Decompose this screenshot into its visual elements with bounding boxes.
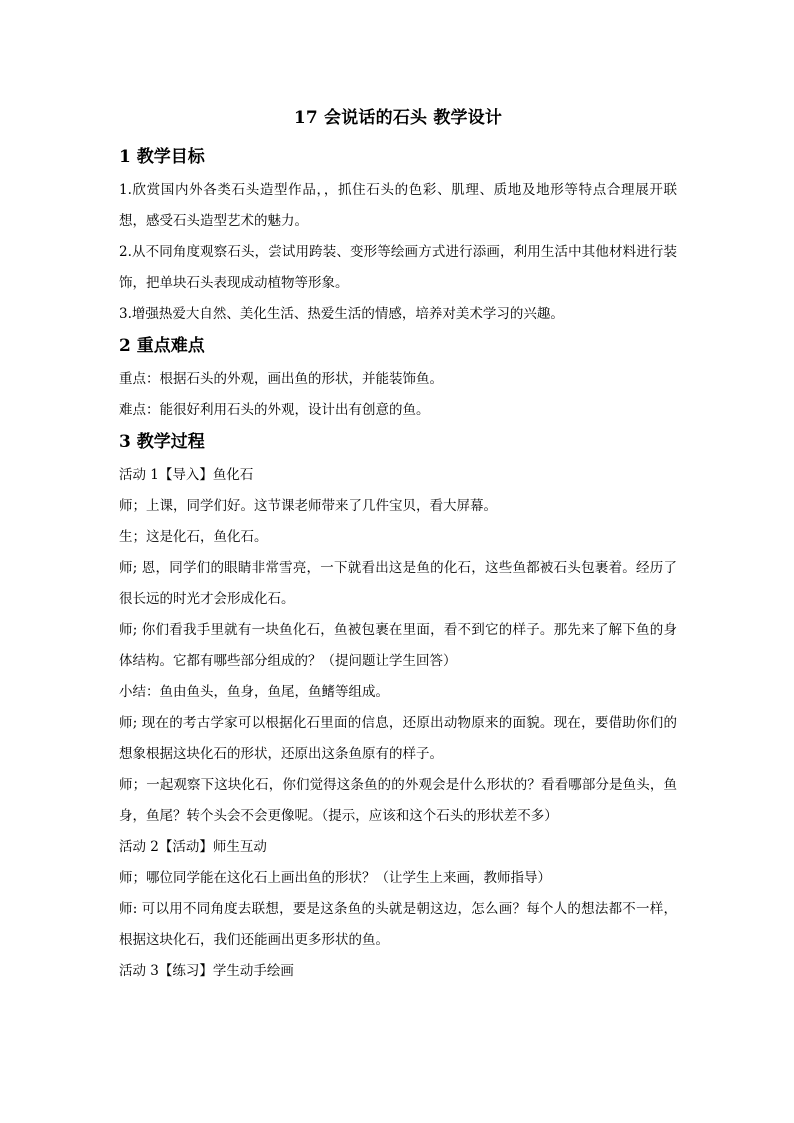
paragraph: 活动 2【活动】师生互动 <box>119 839 267 855</box>
paragraph: 活动 3【练习】学生动手绘画 <box>119 963 294 979</box>
paragraph: 1.欣赏国内外各类石头造型作品，，抓住石头的色彩、肌理、质地及地形等特点合理展开联想，感受石头造型艺术的魅力。 <box>119 182 677 229</box>
paragraph: 3.增强热爱大自然、美化生活、热爱生活的情感，培养对美术学习的兴趣。 <box>119 306 564 322</box>
section-teaching-process <box>119 428 677 987</box>
paragraph: 2.从不同角度观察石头，尝试用跨装、变形等绘画方式进行添画，利用生活中其他材料进行装饰，把单块石头表现成动植物等形象。 <box>119 244 677 291</box>
document-content <box>119 104 677 989</box>
paragraph: 重点：根据石头的外观，画出鱼的形状，并能装饰鱼。 <box>119 371 443 387</box>
section-heading: 1 教学目标 <box>119 147 205 167</box>
paragraph: 小结：鱼由鱼头，鱼身，鱼尾，鱼鳍等组成。 <box>119 684 389 700</box>
paragraph: 师; 现在的考古学家可以根据化石里面的信息，还原出动物原来的面貌。现在，要借助你们的想象根据这块化石的形状，还原出这条鱼原有的样子。 <box>119 715 677 762</box>
document-title: 17 会说话的石头 教学设计 <box>293 108 503 128</box>
paragraph: 生；这是化石，鱼化石。 <box>119 529 268 545</box>
section-key-points <box>119 332 677 426</box>
paragraph: 难点：能很好利用石头的外观，设计出有创意的鱼。 <box>119 402 430 418</box>
section-heading: 3 教学过程 <box>119 432 205 452</box>
section-heading: 2 重点难点 <box>119 336 205 356</box>
section-teaching-objectives <box>119 143 677 330</box>
paragraph: 活动 1【导入】鱼化石 <box>119 467 254 483</box>
paragraph: 师；哪位同学能在这化石上画出鱼的形状？（让学生上来画，教师指导） <box>119 870 551 886</box>
paragraph: 师: 可以用不同角度去联想，要是这条鱼的头就是朝这边，怎么画？每个人的想法都不一样，根据这块化石，我们还能画出更多形状的鱼。 <box>119 901 677 948</box>
paragraph: 师; 恩，同学们的眼睛非常雪亮，一下就看出这是鱼的化石，这些鱼都被石头包裹着。经历了很长远的时光才会形成化石。 <box>119 560 677 607</box>
paragraph: 师; 你们看我手里就有一块鱼化石，鱼被包裹在里面，看不到它的样子。那先来了解下鱼的身体结构。它都有哪些部分组成的？（提问题让学生回答） <box>119 622 677 669</box>
paragraph: 师；一起观察下这块化石，你们觉得这条鱼的的外观会是什么形状的？看看哪部分是鱼头，鱼身，鱼尾？转个头会不会更像呢。（提示，应该和这个石头的形状差不多） <box>119 777 677 824</box>
paragraph: 师；上课，同学们好。这节课老师带来了几件宝贝，看大屏幕。 <box>119 498 497 514</box>
